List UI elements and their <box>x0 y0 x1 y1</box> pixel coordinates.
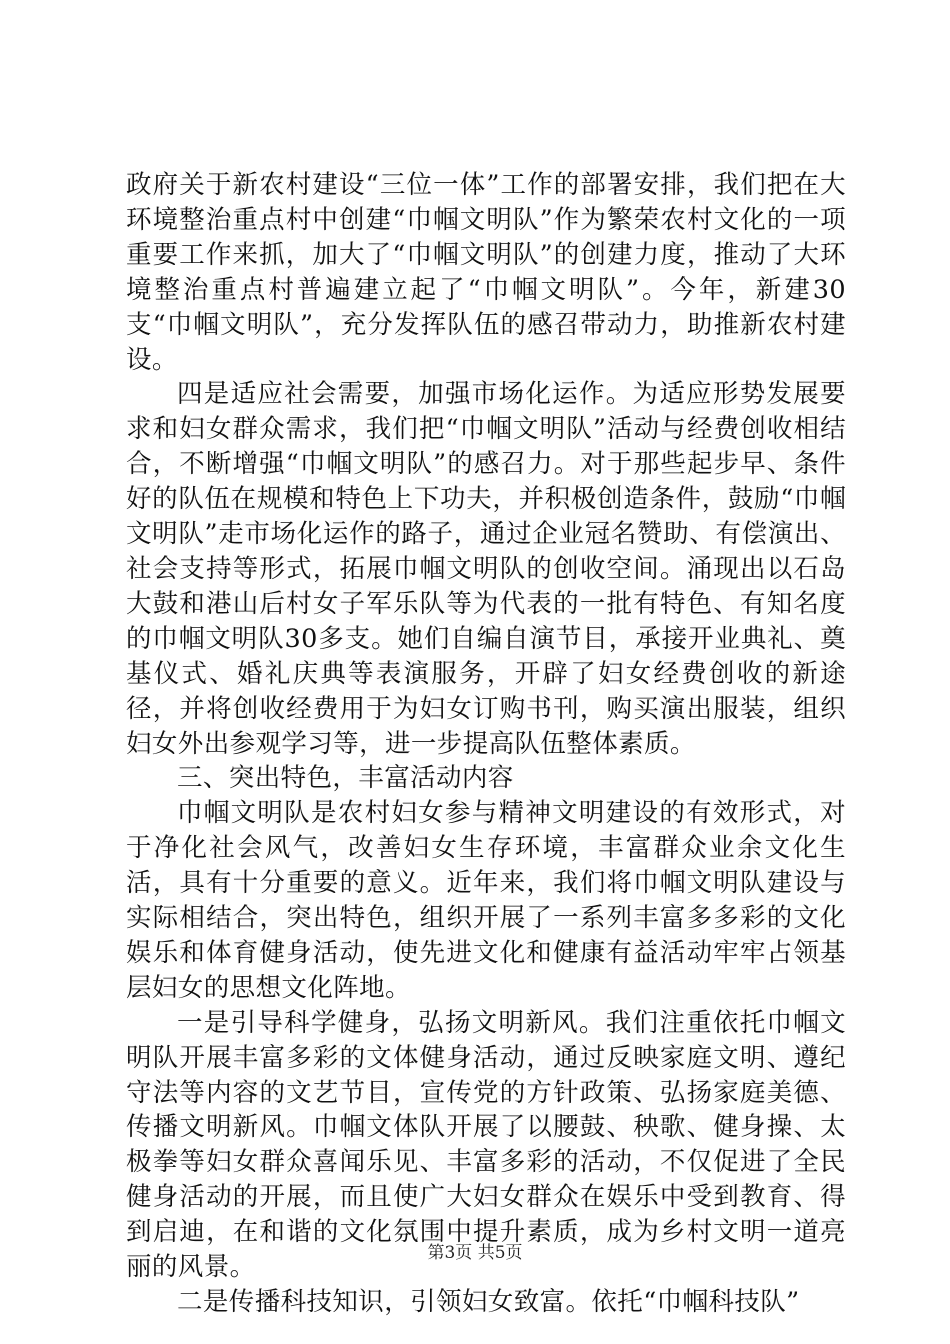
section-heading-three: 三、突出特色，丰富活动内容 <box>177 763 514 794</box>
page-footer <box>0 1242 950 1264</box>
paragraph-section-intro: 巾帼文明队是农村妇女参与精神文明建设的有效形式，对于净化社会风气，改善妇女生存环境，丰富群众业余文化生活，具有十分重要的意义。近年来，我们将巾帼文明队建设与实际相结合，突出特色，组织开展了一系列丰富多多彩的文化娱乐和体育健身活动，使先进文化和健康有益活动牢牢占领基层妇女的思想文化阵地。 <box>126 798 846 1003</box>
document-body <box>126 168 846 1320</box>
paragraph-point-two: 二是传播科技知识，引领妇女致富。依托“巾帼科技队” <box>177 1287 800 1317</box>
page-number: 第3页 <box>427 1243 473 1263</box>
paragraph-point-four: 四是适应社会需要，加强市场化运作。为适应形势发展要求和妇女群众需求，我们把“巾帼文明队”活动与经费创收相结合，不断增强“巾帼文明队”的感召力。对于那些起步早、条件好的队伍在规模和特色上下功夫，并积极创造条件，鼓励“巾帼文明队”走市场化运作的路子，通过企业冠名赞助、有偿演出、社会支持等形式，拓展巾帼文明队的创收空间。涌现出以石岛大鼓和港山后村女子军乐队等为代表的一批有特色、有知名度的巾帼文明队30多支。她们自编自演节目，承接开业典礼、奠基仪式、婚礼庆典等表演服务，开辟了妇女经费创收的新途径，并将创收经费用于为妇女订购书刊，购买演出服装，组织妇女外出参观学习等，进一步提高队伍整体素质。 <box>126 379 846 759</box>
paragraph-point-one: 一是引导科学健身，弘扬文明新风。我们注重依托巾帼文明队开展丰富多彩的文体健身活动，通过反映家庭文明、遵纪守法等内容的文艺节目，宣传党的方针政策、弘扬家庭美德、传播文明新风。巾帼文体队开展了以腰鼓、秧歌、健身操、太极拳等妇女群众喜闻乐见、丰富多彩的活动，不仅促进了全民健身活动的开展，而且使广大妇女群众在娱乐中受到教育、得到启迪，在和谐的文化氛围中提升素质，成为乡村文明一道亮丽的风景。 <box>126 1007 846 1283</box>
page-total: 共5页 <box>477 1243 523 1263</box>
paragraph-continuation: 政府关于新农村建设“三位一体”工作的部署安排，我们把在大环境整治重点村中创建“巾帼文明队”作为繁荣农村文化的一项重要工作来抓，加大了“巾帼文明队”的创建力度，推动了大环境整治重点村普遍建立起了“巾帼文明队”。今年，新建30支“巾帼文明队”，充分发挥队伍的感召带动力，助推新农村建设。 <box>126 170 846 375</box>
